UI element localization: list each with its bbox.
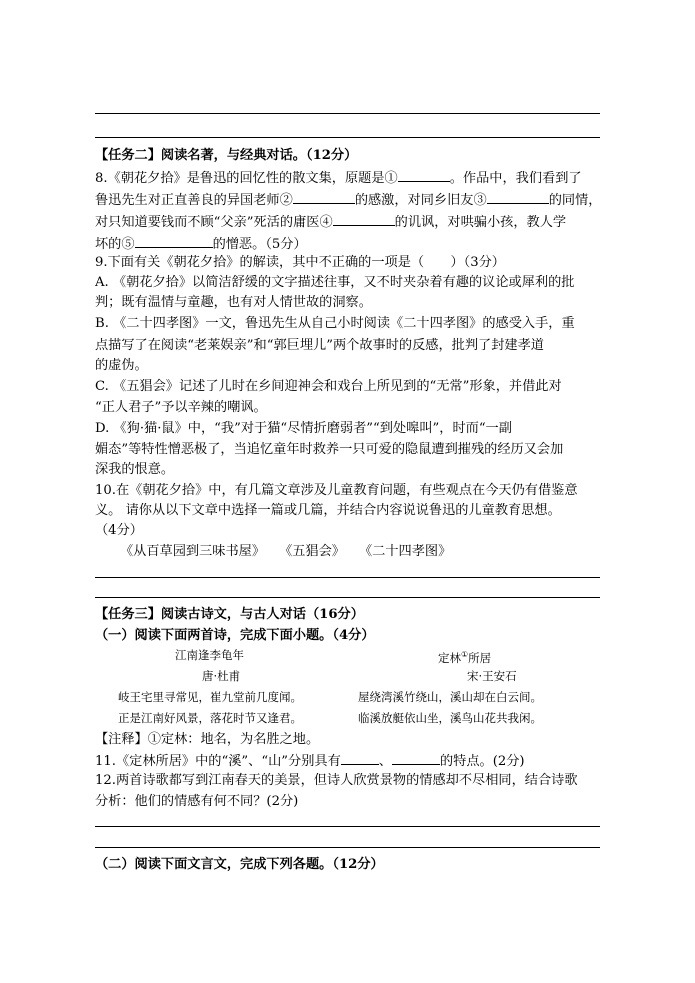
q11-blank-1[interactable]: [341, 750, 379, 765]
q10-score: （4分）: [95, 523, 143, 538]
q8-text: 8.《朝花夕拾》是鲁迅的回忆性的散文集，原题是①: [95, 171, 398, 186]
poem2-title-text: 定林: [438, 650, 461, 665]
q9-option-b: B. 《二十四孝图》一文，鲁迅先生从自己小时阅读《二十四孝图》的感受入手，重: [95, 316, 575, 331]
q8-blank-4[interactable]: [333, 211, 395, 226]
q11-text: 、: [378, 754, 392, 769]
part2-header: （二）阅读下面文言文，完成下列各题。（12分）: [95, 857, 384, 872]
poem2-line-2: 临溪放艇依山坐，溪鸟山花共我闲。: [358, 711, 542, 725]
q9-option-a-cont: 判；既有温情与童趣，也有对人情世故的洞察。: [95, 295, 372, 310]
q8-text: 对只知道要钱而不顾“父亲”死活的庸医④: [95, 215, 333, 230]
poem2-author: 宋·王安石: [467, 669, 517, 683]
q9-option-d-cont: 媚态”等特性憎恶极了，当追忆童年时救养一只可爱的隐鼠遭到摧残的经历又会加: [95, 442, 564, 457]
q11-text: 的特点。(2分): [439, 754, 525, 769]
q10-stem: 10.在《朝花夕拾》中，有几篇文章涉及儿童教育问题，有些观点在今天仍有借鉴意: [95, 483, 578, 498]
q8-blank-1[interactable]: [398, 167, 450, 182]
poem1-line-2: 正是江南好风景，落花时节又逢君。: [118, 711, 302, 725]
poem2-note-marker: ①: [461, 650, 469, 659]
q8-blank-5[interactable]: [135, 233, 213, 248]
q9-option-c: C. 《五猖会》记述了儿时在乡间迎神会和戏台上所见到的“无常”形象，并借此对: [95, 379, 562, 394]
q8-line-4: [95, 233, 307, 255]
poem1-title: 江南逢李龟年: [175, 648, 244, 662]
answer-line: [95, 826, 600, 827]
poem1-line-1: 岐王宅里寻常见，崔九堂前几度闻。: [118, 690, 302, 704]
q8-text: 鲁迅先生对正直善良的异国老师②: [95, 193, 293, 208]
q11-text: 11.《定林所居》中的“溪”、“山”分别具有: [95, 754, 341, 769]
poem1-author: 唐·杜甫: [202, 669, 241, 683]
poem2-line-1: 屋绕湾溪竹绕山，溪山却在白云间。: [358, 690, 542, 704]
answer-line: [95, 113, 600, 114]
q9-option-c-cont: “正人君子”予以辛辣的嘲讽。: [95, 400, 267, 415]
q8-text: 的同情，: [548, 193, 602, 208]
q9-option-d: D. 《狗·猫·鼠》中，“我”对于猫“尽情折磨弱者”“到处嗥叫”，时而“一副: [95, 421, 512, 436]
q8-text: 的感激，对同乡旧友③: [354, 193, 487, 208]
q9-option-b-cont: 的虚伪。: [95, 358, 148, 373]
poem-note: 【注释】①定林：地名，为名胜之地。: [95, 732, 320, 747]
q8-line-1: [95, 167, 582, 189]
q9-stem: 9.下面有关《朝花夕拾》的解读，其中不正确的一项是（ ）（3分）: [95, 255, 505, 270]
q8-text: 。作品中，我们看到了: [449, 171, 582, 186]
q10-title-list: [120, 542, 451, 562]
q9-option-a: A. 《朝花夕拾》以简洁舒缓的文字描述往事，又不时夹杂着有趣的议论或犀利的批: [95, 275, 575, 290]
q10-title: 《从百草园到三味书屋》: [120, 544, 266, 559]
q9-option-b-cont: 点描写了在阅读“老莱娱亲”和“郭巨埋儿”两个故事时的反感，批判了封建孝道: [95, 338, 544, 353]
q8-line-2: [95, 189, 601, 211]
q10-stem-cont: 义。 请你从以下文章中选择一篇或几篇，并结合内容说说鲁迅的儿童教育思想。: [95, 503, 561, 518]
q11-blank-2[interactable]: [392, 750, 440, 765]
q10-title: 《五猖会》: [279, 544, 345, 559]
task2-header: 【任务二】阅读名著，与经典对话。（12分）: [95, 148, 358, 163]
q8-blank-3[interactable]: [487, 189, 549, 204]
q8-blank-2[interactable]: [293, 189, 355, 204]
q11: [95, 750, 525, 772]
q8-text: 坏的⑤: [95, 237, 135, 252]
q12-stem: 12.两首诗歌都写到江南春天的美景，但诗人欣赏景物的情感却不尽相同，结合诗歌: [95, 773, 578, 788]
q12-stem-cont: 分析：他们的情感有何不同？(2分): [95, 794, 299, 809]
task3-header: 【任务三】阅读古诗文，与古人对话（16分）: [95, 607, 364, 622]
q8-text: 的讥讽，对哄骗小孩，教人学: [394, 215, 567, 230]
q8-line-3: [95, 211, 566, 233]
answer-line: [95, 137, 600, 138]
part1-header: （一）阅读下面两首诗，完成下面小题。（4分）: [95, 628, 375, 643]
answer-line: [95, 847, 600, 848]
poem2-title: [438, 646, 491, 667]
q9-option-d-cont: 深我的恨意。: [95, 462, 175, 477]
answer-line: [95, 597, 600, 598]
q10-title: 《二十四孝图》: [359, 544, 452, 559]
q8-text: 的憎恶。（5分）: [212, 237, 307, 252]
poem2-title-text: 所居: [468, 650, 492, 665]
answer-line: [95, 577, 600, 578]
